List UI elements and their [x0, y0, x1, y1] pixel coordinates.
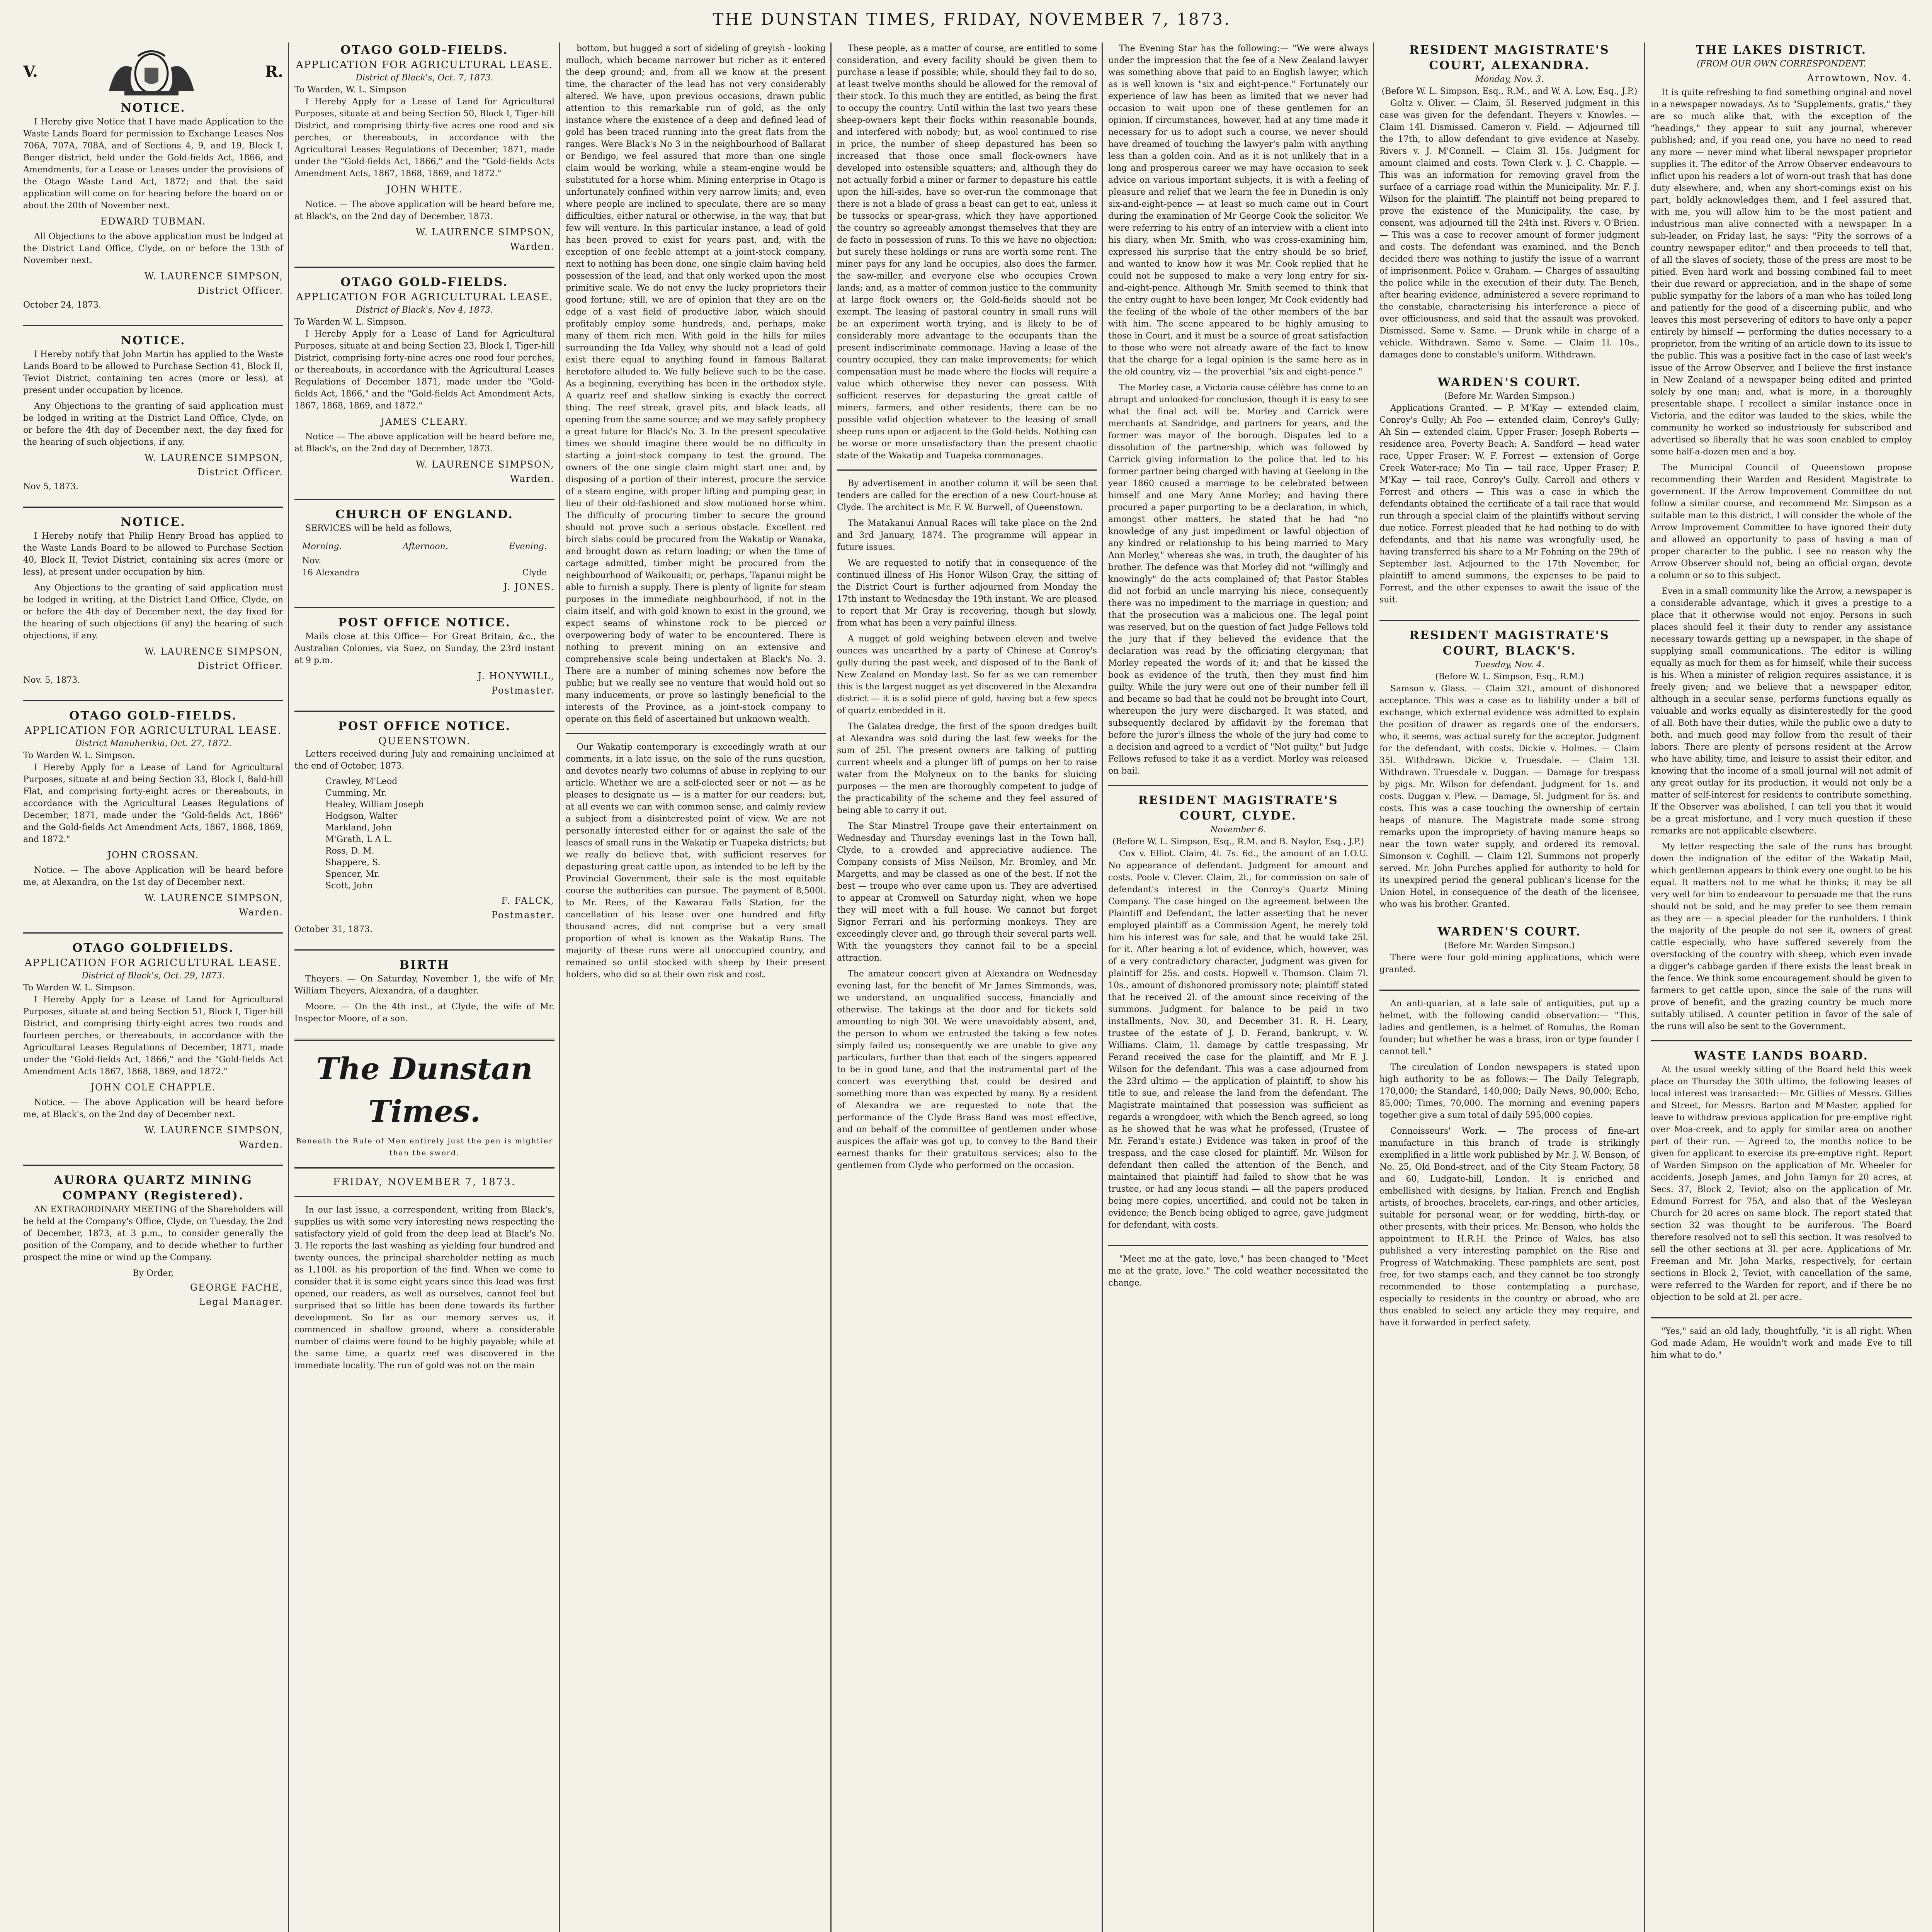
officer-title: District Officer. — [197, 467, 283, 478]
list-item: Hodgson, Walter — [325, 811, 398, 821]
notice-heading: OTAGO GOLD-FIELDS. — [340, 43, 509, 57]
news-paragraph: The Morley case, a Victoria cause célèbre has come to an abrupt and unlooked-for conclusion, though it is easy to see what the final act will be. Morley and Carrick were merchants at Sandridge, and partners for years, and the former was mayor of the borough. Disputes led to a dissolution of the partnership, which was followed by Carrick giving information to the police that led to his former partner being charged with having at Geelong in the year 1860 caused a marriage to be celebrated between himself and one Mary Anne Morley; and having there procured a paper purporting to be a declaration, in which, amongst other matters, he stated that he had "no knowledge of any just impediment or lawful objection of any kindred or relationship to his being married to Mary Ann Morley," whereas she was, in truth, the daughter of his brother. The defence was that Morley did not "willingly and knowingly" do the acts complained of; that Pastor Stables did not forbid an uncle marrying his niece, consequently there was no impediment to the marriage in question; and that the prosecution was a malicious one. The legal point was reserved, but on the question of fact Judge Fellows told the jury that if they believed the evidence that the declaration was read by the officiating clergyman; that Morley repeated the words of it; and that he kissed the book as evidence of the truth, then they must find him guilty. While the jury were out one of their number fell ill and became so bad that he could not be brought into Court, whereupon the jury were discharged. It was stated, and subsequently declared by affidavit by the foreman that before the juror's illness the whole of the jury had come to a decision and agreed to a verdict of "Not guilty," but Judge Fellows refused to take it as a verdict. Morley was released on bail. — [1108, 383, 1368, 776]
post-office-notice-1 — [294, 615, 554, 697]
notice-body: I Hereby Apply for a Lease of Land for Agricultural Purposes, situate at and being Section 50, Block I, Tiger-hill District, and comprising thirty-five acres one rood and six perches, or thereabouts, in accordance with the Agricultural Leases Regulations of December, 1871, made under the "Gold-fields Act, 1866," and the "Gold-fields Acts Amendment Acts, 1867, 1868, 1869, and 1872." — [294, 97, 554, 179]
editorial-paragraph: In our last issue, a correspondent, writing from Black's, supplies us with some very interesting news respecting the satisfactory yield of gold from the deep lead at Black's No. 3. He reports the last washing as yielding four hundred and twenty ounces, the principal shareholder netting as much as 1,100l. as his proportion of the find. When we come to consider that it is some eight years since this lead was first opened, our readers, as well as ourselves, cannot feel but surprised that so little has been done towards its further development. So far as our memory serves us, it commenced in shallow ground, where a considerable number of claims were found to be highly payable; while at the same time, a quartz reef was discovered in the immediate locality. The run of gold was not on the main — [294, 1205, 554, 1371]
notice-hearing: Notice. — The above Application will be heard before me, at Alexandra, on the 1st day of December next. — [23, 866, 283, 887]
church-body: SERVICES will be held as follows, — [305, 524, 452, 533]
notice-body: I Hereby give Notice that I have made Application to the Waste Lands Board for permission to Exchange Leases Nos 706A, 707A, 708A, and of Sections 4, 9, and 19, Block I, Benger district, held under the Gold-fields Act, 1866, and Amendments, for a Lease or Leases under the provisions of the Otago Waste Land Act, 1872; and that the said application will come on for hearing before the board on or about the 20th of November next. — [23, 117, 283, 211]
court-report-blacks — [1379, 628, 1639, 910]
court-heading: WARDEN'S COURT. — [1437, 376, 1582, 389]
post-place: QUEENSTOWN. — [378, 735, 471, 747]
news-paragraph: "Meet me at the gate, love," has been changed to "Meet me at the grate, love." The cold weather necessitated the change. — [1108, 1254, 1368, 1288]
warden-title: Warden. — [238, 1139, 283, 1150]
service-row — [294, 567, 554, 579]
lakes-heading: THE LAKES DISTRICT. — [1696, 43, 1867, 57]
notice-date: Nov 5, 1873. — [23, 482, 78, 492]
officer-name: W. LAURENCE SIMPSON, — [144, 271, 283, 282]
notice-body: I Hereby notify that Philip Henry Broad has applied to the Waste Lands Board to be allowed to Purchase Section 40, Block II, Teviot District, containing six acres (more or less), at present under occupation by him. — [23, 531, 283, 577]
masthead — [0, 4, 1932, 35]
notice-to: To Warden W. L. Simpson. — [294, 317, 406, 327]
court-date: November 6. — [1210, 825, 1266, 835]
editorial-paragraph: These people, as a matter of course, are entitled to some consideration, and every facility should be given them to purchase a lease if possible; while, should they fail to do so, at least twelve months should be allowed for the removal of their stock. To this much they are entitled, as being the first to occupy the country. Until within the last two years these sheep-owners kept their flocks within reasonable bounds, and interfered with nobody; but, as wool continued to rise in price, the number of sheep depastured has been so increased that those once small flock-owners have developed into ostensible squatters; and, although they do not actually forbid a miner or farmer to depasture his cattle upon the hill-sides, have so over-run the commonage that there is not a blade of grass a beast can get to eat, unless it be tussocks or spear-grass, which they have apportioned the country so agreeably amongst themselves that they are de facto in possession of runs. To this we have no objection; but surely these holdings or runs are worth some rent. The miner pays for any land he occupies, also does the farmer, the saw-miller, and everyone else who occupies Crown lands; and, as a matter of common justice to the community at large flock owners or, the Gold-fields should not be exempt. The leasing of pastoral country in small runs will be an experiment worth trying, and is likely to be of considerably more advantage to the occupants than the present indiscriminate commonage. Having a lease of the country occupied, they can make improvements; for which compensation must be made where the flocks will require a value which otherwise they never can possess. With sufficient reserves for depasturing the great cattle of miners, farmers, and other residents, there can be no possible valid objection whatever to the leasing of small sheep runs upon or adjacent to the Gold-fields. Nothing can be worse or more unsatisfactory than the present chaotic state of the Wakatip and Tuapeka commonages. — [837, 44, 1097, 461]
crest-letter-v: V. — [23, 62, 38, 81]
church-signature: J. JONES. — [503, 582, 554, 592]
wardens-court-2 — [1379, 924, 1639, 976]
waste-heading: WASTE LANDS BOARD. — [1694, 1049, 1869, 1063]
list-item: Ross, D. M. — [325, 846, 374, 856]
notice-objections: Any Objections to the granting of said application must be lodged in writing at the District Land Office, Clyde, on or before the 4th day of December next, the day fixed for the hearing of such objections, if any. — [23, 401, 283, 447]
notice-heading: OTAGO GOLD-FIELDS. — [69, 709, 237, 723]
notice-date: Nov. 5, 1873. — [23, 675, 80, 685]
notice-tubman — [23, 100, 283, 311]
notice-hearing: Notice. — The above Application will be heard before me, at Black's, on the 2nd day of December next. — [23, 1098, 283, 1119]
notice-hearing: Notice — The above application will be heard before me, at Black's, on the 2nd day of December, 1873. — [294, 432, 554, 454]
news-paragraph: A nugget of gold weighing between eleven and twelve ounces was unearthed by a party of Chinese at Conroy's gully during the past week, and disposed of to the Bank of New Zealand on Monday last. So far as we can remember this is the largest nugget as yet discovered in the Alexandra district — it is a solid piece of gold, having but a few specs of quartz embedded in it. — [837, 634, 1097, 716]
warden-name: W. LAURENCE SIMPSON, — [415, 227, 554, 238]
notice-signature: JOHN CROSSAN. — [107, 850, 199, 861]
crest-letter-r: R. — [265, 62, 283, 81]
notice-date: October 24, 1873. — [23, 300, 102, 310]
notice-objections: All Objections to the above application must be lodged at the District Land Office, Clyde, on or before the 13th of November next. — [23, 232, 283, 265]
column-3 — [566, 43, 832, 1932]
notice-subheading: APPLICATION FOR AGRICULTURAL LEASE. — [24, 957, 282, 969]
signature-title: Legal Manager. — [199, 1296, 283, 1307]
court-date: Tuesday, Nov. 4. — [1474, 660, 1545, 670]
waste-body: At the usual weekly sitting of the Board held this week place on Thursday the 30th ultimo, the following leases of local interest was transacted:— Mr. Gillies of Messrs. Gillies and Street, for Messrs. Barton and M'Master, applied for leave to withdraw previous application for pre-emptive right over Moa-creek, and to apply for similar area on another part of their run. — Agreed to, the months notice to be given for applicant to exercise its pre-emptive right. Report of Warden Simpson on the application of Mr. Wheeler for accidents, Joseph James, and John Tamyn for 20 acres, at Secs. 37, Block 2, Teviot; also on the application of Mr. Edmund Forrest for 75A, and also that of the Wesleyan Church for 20 acres on same block. The report stated that section 32 was thought to be auriferous. The Board therefore resolved not to sell this section. It was resolved to sell the other sections at 3l. per acre. Applications of Mr. Freeman and Mr. John Marks, respectively, for certain sections in Block 2, Teviot, with cancellation of the same, were referred to the Warden for report, and if there be no objection to be sold at 2l. per acre. — [1651, 1065, 1912, 1302]
notice-heading: NOTICE. — [121, 515, 186, 529]
court-body: Samson v. Glass. — Claim 32l., amount of dishonored acceptance. This was a case as to liability under a bill of exchange, which external evidence was admitted to explain the position of drawer as regards one of the endorsers, who, it seems, was actual surety for the acceptor. Judgment for the defendant, with costs. Dickie v. Holmes. — Claim 35l. Withdrawn. Dickie v. Truesdale. — Claim 13l. Withdrawn. Truesdale v. Duggan. — Damage for trespass by pigs. Mr. Wilson for defendant. Judgment for 1s. and costs. Duggan v. Plew. — Damage, 5l. Judgment for 5s. and costs. This was a case touching the ownership of certain heaps of manure. The Magistrate made some strong remarks upon the impropriety of having manure heaps so near the town water supply, and ordered its removal. Simonson v. Coghill. — Claim 12l. Summons not properly served. Mr. John Purches applied for authority to hold for its unexpired period the general publican's license for the Union Hotel, in consequence of the death of the licensee, who was his brother. Granted. — [1379, 684, 1639, 909]
column-2 — [294, 43, 560, 1932]
notice-heading: OTAGO GOLD-FIELDS. — [340, 276, 509, 289]
correspondence-paragraph: The Municipal Council of Queenstown propose recommending their Warden and Resident Magistrate to government. If the Arrow Improvement Committee do not follow a similar course, and recommend Mr. Simpson as a suitable man to this district, I will consider the whole of the Arrow Improvement Committee to have ignored their duty and allowed an opportunity to pass of having a man of proper character to the public. I see no reason why the Arrow Observer should not, being an official organ, devote a column or so to this subject. — [1651, 463, 1912, 580]
lakes-source: (FROM OUR OWN CORRESPONDENT. — [1697, 59, 1866, 69]
notice-district: District Manuherikia, Oct. 27, 1872. — [75, 739, 231, 748]
postmaster-title: Postmaster. — [491, 685, 554, 696]
officer-name: W. LAURENCE SIMPSON, — [144, 452, 283, 463]
court-body: Applications Granted. — P. M'Kay — extended claim, Conroy's Gully; Ah Foo — extended claim, Conroy's Gully; Ah Sin — extended claim, Upper Fraser; Joseph Roberts — residence area, Poverty Beach; A. Sandford — head water race, Upper Fraser; W. F. Forrest — extension of Gorge Creek Water-race; Mo Tin — tail race, Upper Fraser; P. M'Kay — tail race, Conroy's Gully. Carroll and others v Forrest and others — This was a case in which the defendants obtained the certificate of a tail race that would run through a special claim of the plaintiffs without serving due notice. Forrest pleaded that he had nothing to do with defendants, and that his name was wrongfully used, he having transferred his share to a Mr Fohning on the 29th of September last. Adjourned to the 17th November, for plaintiff to amend summons, the expenses to be paid to Forrest, and the other expenses to await the issue of the suit. — [1379, 403, 1639, 605]
warden-name: W. LAURENCE SIMPSON, — [415, 459, 554, 470]
lakes-dateline: Arrowtown, Nov. 4. — [1807, 73, 1912, 83]
postmaster-title: Postmaster. — [491, 910, 554, 920]
notice-crossan — [23, 708, 283, 918]
officer-title: District Officer. — [197, 660, 283, 671]
news-paragraph: The Star Minstrel Troupe gave their entertainment on Wednesday and Thursday evenings last in the Town hall, Clyde, to a crowded and appreciative audience. The Company consists of Miss Neilson, Mr. Bromley, and Mr. Margetts, and may be classed as one of the best. If not the best — troupe who ever came upon us. They are advertised to appear at Cromwell on Saturday night, when we hope they will meet with a full house. We cannot but forget Signor Ferrari and his performing monkeys. They are exceedingly clever and, go through their several parts well. With the youngsters they cannot fail to be a special attraction. — [837, 821, 1097, 963]
column-5 — [1108, 43, 1374, 1932]
notice-signature: EDWARD TUBMAN. — [100, 216, 206, 227]
court-bench: (Before Mr. Warden Simpson.) — [1444, 391, 1575, 401]
notice-white — [294, 43, 554, 253]
royal-coat-of-arms-icon — [101, 44, 202, 99]
post-body: Mails close at this Office— For Great Britain, &c., the Australian Colonies, via Suez, on Sunday, the 23rd instant at 9 p.m. — [294, 632, 554, 665]
news-paragraph: We are requested to notify that in consequence of the continued illness of His Honor Wilson Gray, the sitting of the District Court is further adjourned from Monday the 17th instant to Wednesday the 19th instant. We are pleased to report that Mr Gray is recovering, though but slowly, from what has been a very painful illness. — [837, 558, 1097, 628]
court-heading: RESIDENT MAGISTRATE'S COURT, ALEXANDRA. — [1409, 43, 1610, 72]
church-heading: CHURCH OF ENGLAND. — [335, 508, 514, 521]
births — [294, 957, 554, 1025]
notice-subheading: APPLICATION FOR AGRICULTURAL LEASE. — [24, 725, 282, 736]
notice-district: District of Black's, Oct. 29, 1873. — [82, 971, 225, 981]
service-evening: Evening. — [509, 542, 547, 551]
newspaper-title: The Dunstan Times. — [316, 1051, 533, 1129]
notice-body: I Hereby notify that John Martin has applied to the Waste Lands Board to be allowed to Purchase Section 41, Block II, Teviot District, containing ten acres (more or less), at present under occupation by licence. — [23, 350, 283, 395]
notice-district: District of Black's, Oct. 7, 1873. — [355, 73, 493, 83]
service-morning: Morning. — [302, 542, 342, 551]
notice-by-order: By Order, — [133, 1269, 174, 1278]
court-body: Goltz v. Oliver. — Claim, 5l. Reserved judgment in this case was given for the defendant. Theyers v. Knowles. — Claim 14l. Dismissed. Cameron v. Field. — Adjourned till the 17th, to allow defendant to give evidence at Naseby. Rivers v. J. M'Connell. — Claim 3l. 15s. Judgment for amount claimed and costs. Town Clerk v. J. C. Chapple. — This was an information for removing gravel from the surface of a carriage road within the Municipality. Mr. F. J. Wilson for the plaintiff. The plaintiff not being prepared to prove the existence of the Municipality, the case, by consent, was adjourned till the 24th inst. Rivers v. O'Brien. — This was a case to recover amount of former judgment and costs. The defendant was examined, and the Bench decided there was nothing to justify the issue of a warrant of imprisonment. Police v. Graham. — Charges of assaulting the police while in the execution of their duty. The Bench, after hearing evidence, administered a severe reprimand to the constable, characterising his interference a piece of over officiousness, and said that the assault was provoked. Dismissed. Same v. Same. — Drunk while in charge of a vehicle. Withdrawn. Same v. Same. — Claim 1l. 10s., damages done to constable's uniform. Withdrawn. — [1379, 99, 1639, 360]
correspondence-paragraph: Even in a small community like the Arrow, a newspaper is a considerable advantage, which it gives a prestige to a place that it otherwise would not enjoy. Persons in such places should feel it their duty to render any assistance necessary towards getting up a newspaper, in the shape of supplying small communications. The editor is willing equally as much for them as for himself, while their success is his. When a minister of religion requires assistance, it is freely given; and we believe that a newspaper editor, although in a secular sense, performs functions equally as valuable and works equally as disinterestedly for the good of all. Both have their duties, while the public owe a duty to both, and much good may follow from the result of their labors. There are plenty of persons resident at the Arrow who have ability, time, and leisure to assist their editor, and knowing that the income of a small journal will not admit of any great outlay for its production, it would not only be a matter of self-interest for residents to contribute something. If the Observer was abolished, I can tell you that it would be a great misfortune, and I very much question if these remarks are not applicable elsewhere. — [1651, 587, 1912, 836]
notice-district: District of Black's, Nov 4, 1873. — [355, 305, 493, 315]
warden-title: Warden. — [510, 473, 554, 484]
list-item: Cumming, Mr. — [325, 788, 387, 798]
news-paragraph: The Galatea dredge, the first of the spoon dredges built at Alexandra was sold during the last few weeks for the sum of 25l. The present owners are talking of putting current wheels and a plunger lift of pumps on her to raise water from the Molyneux on to the banks for sluicing purposes — the men are thoroughly competent to judge of the practicability of the scheme and they feel assured of being able to carry it out. — [837, 722, 1097, 815]
list-item: M'Grath, L A L. — [325, 835, 392, 844]
editorial-paragraph: Our Wakatip contemporary is exceedingly wrath at our comments, in a late issue, on the sale of the runs question, and devotes nearly two columns of abuse in replying to our article. Whether we are a self-elected seer or not — as he pleases to designate us — is a matter for our readers; but, at all events we can with common sense, and calmly review a subject from a disinterested point of view. We are not personally interested either for or against the sale of the leases of small runs in the Wakatip or Tuapeka districts; but we really do believe that, with sufficient reserves for depasturing great cattle upon, as intended to be left by the Provincial Government, their sale is the most equitable course the authorities can pursue. The payment of 8,500l. to Mr. Rees, of the Kawarau Falls Station, for the cancellation of his lease over one hundred and fifty thousand acres, did not comprise but a very small proportion of what is known as the Wakatip Runs. The majority of these runs were all unoccupied country, and remained so until stocked with sheep by their present holders, who did so at their own risk and cost. — [566, 742, 826, 980]
notice-broad — [23, 515, 283, 686]
notice-subheading: APPLICATION FOR AGRICULTURAL LEASE. — [296, 291, 553, 303]
notice-signature: GEORGE FACHE, — [190, 1282, 283, 1293]
officer-name: W. LAURENCE SIMPSON, — [144, 646, 283, 657]
court-bench: (Before W. L. Simpson, Esq., R.M. and B. Naylor, Esq., J.P.) — [1112, 837, 1364, 847]
masthead-title: THE DUNSTAN TIMES, FRIDAY, NOVEMBER 7, 1873. — [713, 10, 1231, 29]
closing-paragraph: "Yes," said an old lady, thoughtfully, "it is all right. When God made Adam, He wouldn't work and made Eve to till him what to do." — [1651, 1327, 1912, 1360]
court-report-alexandra — [1379, 43, 1639, 361]
service-month: Nov. — [302, 556, 321, 566]
list-item: Scott, John — [325, 881, 373, 891]
wardens-court — [1379, 375, 1639, 606]
post-office-notice-2 — [294, 719, 554, 935]
court-heading: RESIDENT MAGISTRATE'S COURT, CLYDE. — [1138, 794, 1338, 823]
warden-name: W. LAURENCE SIMPSON, — [144, 1125, 283, 1136]
postmaster-name: J. HONYWILL, — [478, 671, 554, 682]
warden-name: W. LAURENCE SIMPSON, — [144, 893, 283, 903]
notice-aurora — [23, 1173, 283, 1308]
notice-signature: JOHN WHITE. — [386, 184, 463, 195]
court-body: There were four gold-mining applications, which were granted. — [1379, 953, 1639, 975]
unclaimed-letters-list — [294, 776, 554, 892]
news-paragraph: The circulation of London newspapers is stated upon high authority to be as follows:— The Daily Telegraph, 170,000; the Standard, 140,000; Daily News, 90,000; Echo, 85,000; Times, 70,000. The morning and evening papers together give a sum total of daily 595,000 copies. — [1379, 1063, 1639, 1120]
warden-title: Warden. — [510, 241, 554, 252]
notice-objections: Any Objections to the granting of said application must be lodged in writing, at the District Land Office, Clyde, on or before the 4th day of December next, the day fixed for the hearing of such objections (if any) the hearing of such objections, if any. — [23, 583, 283, 641]
list-item: Shappere, S. — [325, 858, 381, 867]
waste-lands-board — [1651, 1048, 1912, 1303]
editorial-paragraph: bottom, but hugged a sort of sideling of greyish - looking mulloch, which became narrower but richer as it entered the deep ground; and, from all we know at the present time, the character of the lead has not very considerably altered. We have, upon previous occasions, drawn public attention to this remarkable run of gold, as the only instance where the existence of a deep and defined lead of gold has been traced running into the great flats from the ranges. Were Black's No 3 in the neighbourhood of Ballarat or Bendigo, we feel assured that more than one single claim would be working, while a steam-engine would be substituted for a horse whim. Mining enterprise in Otago is unfortunately confined within very narrow limits; and, even where people are inclined to speculate, there are so many difficulties, either natural or otherwise, in the way, that but few will venture. In this particular instance, a lead of gold has been proved to exist for years past, and, with the exception of one feeble attempt at a joint-stock company, next to nothing has been done, one single claim having held possession of the lead, and that only worked upon the most primitive scale. We do not envy the lucky proprietors their good fortune; still, we are of opinion that they are on the edge of a vast field of productive labor, which should profitably employ some hundreds, and, perhaps, make many of them rich men. With gold in the hills for miles surrounding the Ida Valley, why should not a lead of gold exist there equal to anything found in famous Ballarat heretofore alluded to. We fully believe such to be the case. As a beginning, everything has been in the orthodox style. A quartz reef and shallow sinking is exactly the correct thing. The reef streak, gravel pits, and black leads, all opening from the same source; and we may safely prophecy a great future for Black's No. 3. In the present speculative times we should imagine there would be no difficulty in starting a joint-stock company to test the ground. The owners of the one single claim might start one: and, by disposing of a portion of their interest, procure the service of a steam engine, with proper lifting and pumping gear, in lieu of their old-fashioned and slow motioned horse whim. The difficulty of procuring timber to secure the ground should not prove such a serious obstacle. Excellent red birch slabs could be procured from the Wakatip or Wanaka, and brought down as return loading; or when the time of cartage admitted, timber might be procured from the neighbourhood of Waikouaiti; or, perhaps, Tapanui might be able to furnish a supply. There is plenty of lignite for steam purposes in the immediate neighbourhood, if not in the claim itself, and with gold known to exist in the ground, we expect seams of whinstone rock to be pierced or overpowering body of water to be encountered. There is nothing to prevent mining on an extensive and comprehensive scale being undertaken at Black's No. 3. There are a number of mining schemes now before the public; but we really see no venture that would hold out so many inducements, or prove so lastingly beneficial to the interests of the Province, as a joint-stock company to operate on this field of ascertained but unknown wealth. — [566, 44, 826, 724]
court-bench: (Before W. L. Simpson, Esq., R.M., and W. A. Low, Esq., J.P.) — [1381, 87, 1638, 96]
notice-body: AN EXTRAORDINARY MEETING of the Shareholders will be held at the Company's Office, Clyde, on Tuesday, the 2nd of December, 1873, at 3 p.m., to consider generally the position of the Company, and to decide whether to further prospect the mine or wind up the Company. — [23, 1205, 283, 1262]
service-times-header — [294, 538, 554, 555]
newspaper-motto: Beneath the Rule of Men entirely just the pen is mightier than the sword. — [296, 1137, 553, 1157]
notice-to: To Warden W. L. Simpson. — [23, 751, 135, 760]
post-heading: POST OFFICE NOTICE. — [338, 719, 511, 733]
births-heading: BIRTH — [399, 958, 450, 972]
service-afternoon: Afternoon. — [402, 542, 448, 551]
court-bench: (Before Mr. Warden Simpson.) — [1444, 941, 1575, 951]
notice-martin — [23, 333, 283, 493]
court-body: Cox v. Elliot. Claim, 4l. 7s. 6d., the amount of an I.O.U. No appearance of defendant. Judgment for amount and costs. Poole v. Clever. Claim, 2l., for commission on sale of defendant's interest in the Conroy's Quartz Mining Company. The case hinged on the agreement between the Plaintiff and Defendant, the latter asserting that he never employed plaintiff as a Commission Agent, he merely told him his interest was for sale, and that he would take 25l. for it. After hearing a lot of evidence, which, however, was of a very contradictory character, Judgment was given for plaintiff for 25s. and costs. Hopwell v. Thomson. Claim 7l. 10s., amount of dishonored promissory note; plaintiff stated that he received 2l. of the amount since receiving of the summons. Judgment for balance to be paid in two installments, Nov. 30, and December 31. R. H. Leary, trustee of the estate of J. D. Ferand, bankrupt, v. W. Williams. Claim, 1l. damage by cattle trespassing, Mr Ferand received the case for the plaintiff, and Mr F. J. Wilson for the defendant. This was a case adjourned from the 23rd ultimo — the application of plaintiff, to show his title to sue, and release the land from the defendant. The Magistrate maintained that possession was sufficient as regards a wrongdoer, with which the Bench agreed, so long as he showed that he was what he professed, (Trustee of Mr. Ferand's estate.) Evidence was taken in proof of the trespass, and the case closed for plaintiff. Mr. Wilson for defendant then called the attention of the Bench, and maintained that plaintiff had failed to show that he was trustee, or had any locus standi — all the papers produced being mere copies, uncertified, and could not be taken in evidence; the Bench being obliged to agree, gave judgment for defendant, with costs. — [1108, 849, 1368, 1230]
notice-body: I Hereby Apply for a Lease of Land for Agricultural Purposes, situate at and being Section 23, Block I, Tiger-hill District, comprising forty-nine acres one rood four perches, or thereabouts, in accordance with the Agricultural Leases Regulations of December 1871, made under the "Gold-fields Act, 1866," and the "Gold-fields Act Amendment Acts, 1867, 1868, 1869, and 1872." — [294, 329, 554, 411]
news-paragraph: By advertisement in another column it will be seen that tenders are called for the erection of a new Court-house at Clyde. The architect is Mr. F. W. Burwell, of Queenstown. — [837, 479, 1097, 512]
notice-body: I Hereby Apply for a Lease of Land for Agricultural Purposes, situate at and being Section 33, Block I, Bald-hill Flat, and comprising forty-eight acres or thereabouts, in accordance with the Agricultural Leases Regulations of December, 1871, made under the "Gold-fields Act, 1866" and the Gold-fields Act Amendment Acts, 1867, 1868, 1869, and 1872." — [23, 763, 283, 844]
list-item: Crawley, M'Leod — [325, 777, 398, 786]
notice-hearing: Notice. — The above application will be heard before me, at Black's, on the 2nd day of December, 1873. — [294, 200, 554, 221]
court-report-clyde — [1108, 793, 1368, 1231]
correspondence-paragraph: My letter respecting the sale of the runs has brought down the indignation of the editor of the Wakatip Mail, which gentleman appears to think every one ought to be his equal. It matters not to me what he thinks; it may be all very well for him to endeavour to persuade me that the runs should not be sold, and he may prefer to see them remain as they are — a special pleader for the runholders. I think the majority of the people do not see it, owners of great cattle especially, who have suffered severely from the overstocking of the country with sheep, which even invade a digger's cabbage garden if there exists the least break in the fence. We think some encouragement should be given to farmers to get cattle upon, since the sale of the runs will prove of benefit, and the grazing country be much more suitably utilised. A counter petition in favor of the sale of the runs will also be sent to the Government. — [1651, 842, 1912, 1031]
notice-to: To Warden W. L. Simpson. — [23, 983, 135, 993]
court-date: Monday, Nov. 3. — [1475, 75, 1544, 84]
post-body: Letters received during July and remaining unclaimed at the end of October, 1873. — [294, 749, 554, 771]
post-date: October 31, 1873. — [294, 925, 373, 934]
service-clyde: Clyde — [522, 568, 547, 578]
list-item: Markland, John — [325, 823, 392, 833]
news-paragraph: Connoisseurs' Work. — The process of fine-art manufacture in this branch of trade is strikingly exemplified in a little work published by Mr. J. W. Benson, of No. 25, Old Bond-street, and of the City Steam Factory, 58 and 60, Ludgate-hill, London. It is enriched and embellished with designs, by Italian, French and English artists, of brooches, bracelets, ear-rings, and other articles, suitable for personal wear, or for wedding, birth-day, or other presents, with their prices. Mr. Benson, who holds the appointment to H.R.H. the Prince of Wales, has also published a very interesting pamphlet on the Rise and Progress of Watchmaking. These pamphlets are sent, post free, for two stamps each, and they cannot be too strongly recommended to those contemplating a purchase, especially to residents in the country or abroad, who are thus enabled to select any article they may require, and have it forwarded in perfect safety. — [1379, 1126, 1639, 1328]
church-notice — [294, 507, 554, 593]
notice-subheading: APPLICATION FOR AGRICULTURAL LEASE. — [296, 59, 553, 71]
notice-heading: AURORA QUARTZ MINING COMPANY (Registered). — [54, 1173, 253, 1202]
birth-entry: Moore. — On the 4th inst., at Clyde, the wife of Mr. Inspector Moore, of a son. — [294, 1002, 554, 1024]
notice-signature: JOHN COLE CHAPPLE. — [90, 1082, 216, 1093]
notice-to: To Warden, W. L. Simpson — [294, 85, 406, 95]
birth-entry: Theyers. — On Saturday, November 1, the wife of Mr. William Theyers, Alexandra, of a daughter. — [294, 974, 554, 996]
notice-cleary — [294, 275, 554, 485]
court-heading: RESIDENT MAGISTRATE'S COURT, BLACK'S. — [1409, 629, 1610, 658]
news-paragraph: The Matakanui Annual Races will take place on the 2nd and 3rd January, 1874. The programme will appear in future issues. — [837, 519, 1097, 552]
post-heading: POST OFFICE NOTICE. — [338, 616, 511, 629]
column-4 — [837, 43, 1103, 1932]
columns — [23, 43, 1920, 1932]
news-paragraph: An anti-quarian, at a late sale of antiquities, put up a helmet, with the following candid observation:— "This, ladies and gentlemen, is a helmet of Romulus, the Roman founder; but whether he was a brass, iron or type founder I cannot tell." — [1379, 999, 1639, 1056]
court-heading: WARDEN'S COURT. — [1437, 925, 1582, 939]
column-7 — [1651, 43, 1917, 1932]
notice-heading: NOTICE. — [121, 101, 186, 115]
correspondence-paragraph: It is quite refreshing to find something original and novel in a newspaper nowadays. As to "Supplements, gratis," they are so much alike that, with the exception of the "headings," they appear to suit any journal, wherever published; and, if you read one, you have no need to read any more — never mind what liberal newspaper proprietor supplies it. The editor of the Arrow Observer endeavours to inflict upon his readers a lot of worn-out trash that has done duty elsewhere, and, when any short-comings exist on his part, boldly acknowledges them, and I feel assured that, with me, you will allow him to be the most patient and industrious man alive connected with a newspaper. In a sub-leader, on Friday last, he says: "Pity the sorrows of a country newspaper editor," and then proceeds to tell that, of all the slaves of society, those of the press are most to be pitied. Even hard work and bossing combined fail to meet their due reward or appreciation, and in the shape of some public sympathy for the labors of a man who has toiled long and patiently for the good of a discerning public, and who leaves this most persevering of editors to have only a paper entirely by himself — performing the duties necessary to a proprietor, from the writing of an article down to its issue to the public. This was a positive fact in the case of last week's issue of the Arrow Observer, and I believe the first instance in New Zealand of a newspaper being edited and printed solely by one man; and, what is more, in a thoroughly presentable shape. I recollect a similar instance once in Victoria, and the editor was lauded to the skies, while the community he worked so industriously for subscribed and advertised so liberally that he was soon enabled to employ some half-a-dozen men and a boy. — [1651, 88, 1912, 457]
notice-signature: JAMES CLEARY. — [381, 416, 468, 427]
list-item: Spencer, Mr. — [325, 869, 380, 879]
warden-title: Warden. — [238, 907, 283, 918]
column-1 — [23, 43, 289, 1932]
notice-chapple — [23, 940, 283, 1151]
news-paragraph: The Evening Star has the following:— "We were always under the impression that the fee of a New Zealand lawyer was something above that paid to an English lawyer, which as is well known is "six and eight-pence." Fortunately our experience of law has been as limited that we never had occasion to wait upon one of these gentlemen for an opinion. If circumstances, however, had at any time made it necessary for us to adopt such a course, we never should have dreamed of touching the lawyer's palm with anything less than a golden coin. And as it is not unlikely that in a long and prosperous career we may have occasion to seek advice on various important subjects, it is with a feeling of pleasure and relief that we learn the fee in Dunedin is only six-and-eight-pence — at least so much came out in Court during the examination of Mr George Cook the solicitor. We were referring to his entry of an interview with a client into his diary, when Mr. Smith, who was cross-examining him, expressed his surprise that the entry should be so brief, and wanted to know how it was Mr. Cook replied that he could not be supposed to make a very long entry for six-and-eight-pence. Although Mr. Smith seemed to think that the entry ought to have been longer, Mr Cook evidently had the feeling of the whole of the other members of the bar with him. The scene appeared to be highly amusing to those in Court, and it must be a source of great satisfaction to those who were not already aware of the fact to know that the charge for a legal opinion is the same here as in the old country, viz — the proverbial "six and eight-pence." — [1108, 44, 1368, 377]
officer-title: District Officer. — [197, 285, 283, 296]
service-alexandra: 16 Alexandra — [302, 568, 360, 578]
royal-crest — [23, 43, 283, 100]
column-6 — [1379, 43, 1645, 1932]
court-bench: (Before W. L. Simpson, Esq., R.M.) — [1435, 672, 1584, 682]
issue-dateline: FRIDAY, NOVEMBER 7, 1873. — [333, 1176, 516, 1188]
list-item: Healey, William Joseph — [325, 800, 424, 810]
news-paragraph: The amateur concert given at Alexandra on Wednesday evening last, for the benefit of Mr James Simmonds, was, we understand, an unqualified success, financially and otherwise. The takings at the door and for tickets sold amounting to nigh 30l. We were unavoidably absent, and, the person to whom we entrusted the taking a few notes simply failed us; consequently we are unable to give any particulars, further than that each of the singers appeared to be in good tune, and that the instrumental part of the concert was everything that could be desired and something more than was expected by many. By a resident of Alexandra we are requested to note that the performance of the Clyde Brass Band was most effective, and on behalf of the committee of gentlemen under whose auspices the affair was got up, to convey to the Band their earnest thanks for their gratuitous services; also to the gentlemen from Clyde who performed on the occasion. — [837, 969, 1097, 1170]
postmaster-name: F. FALCK, — [501, 895, 554, 906]
notice-heading: NOTICE. — [121, 334, 186, 347]
notice-heading: OTAGO GOLDFIELDS. — [72, 941, 234, 955]
notice-body: I Hereby Apply for a Lease of Land for Agricultural Purposes, situate at and being Section 51, Block I, Tiger-hill District, and comprising thirty-eight acres two roods and fourteen perches, or thereabouts, in accordance with the Agricultural Leases Regulations of December, 1871, made under the "Gold-fields Act, 1866," and the "Gold-fields Act Amendment Acts 1867, 1868, 1869, and 1872." — [23, 995, 283, 1077]
